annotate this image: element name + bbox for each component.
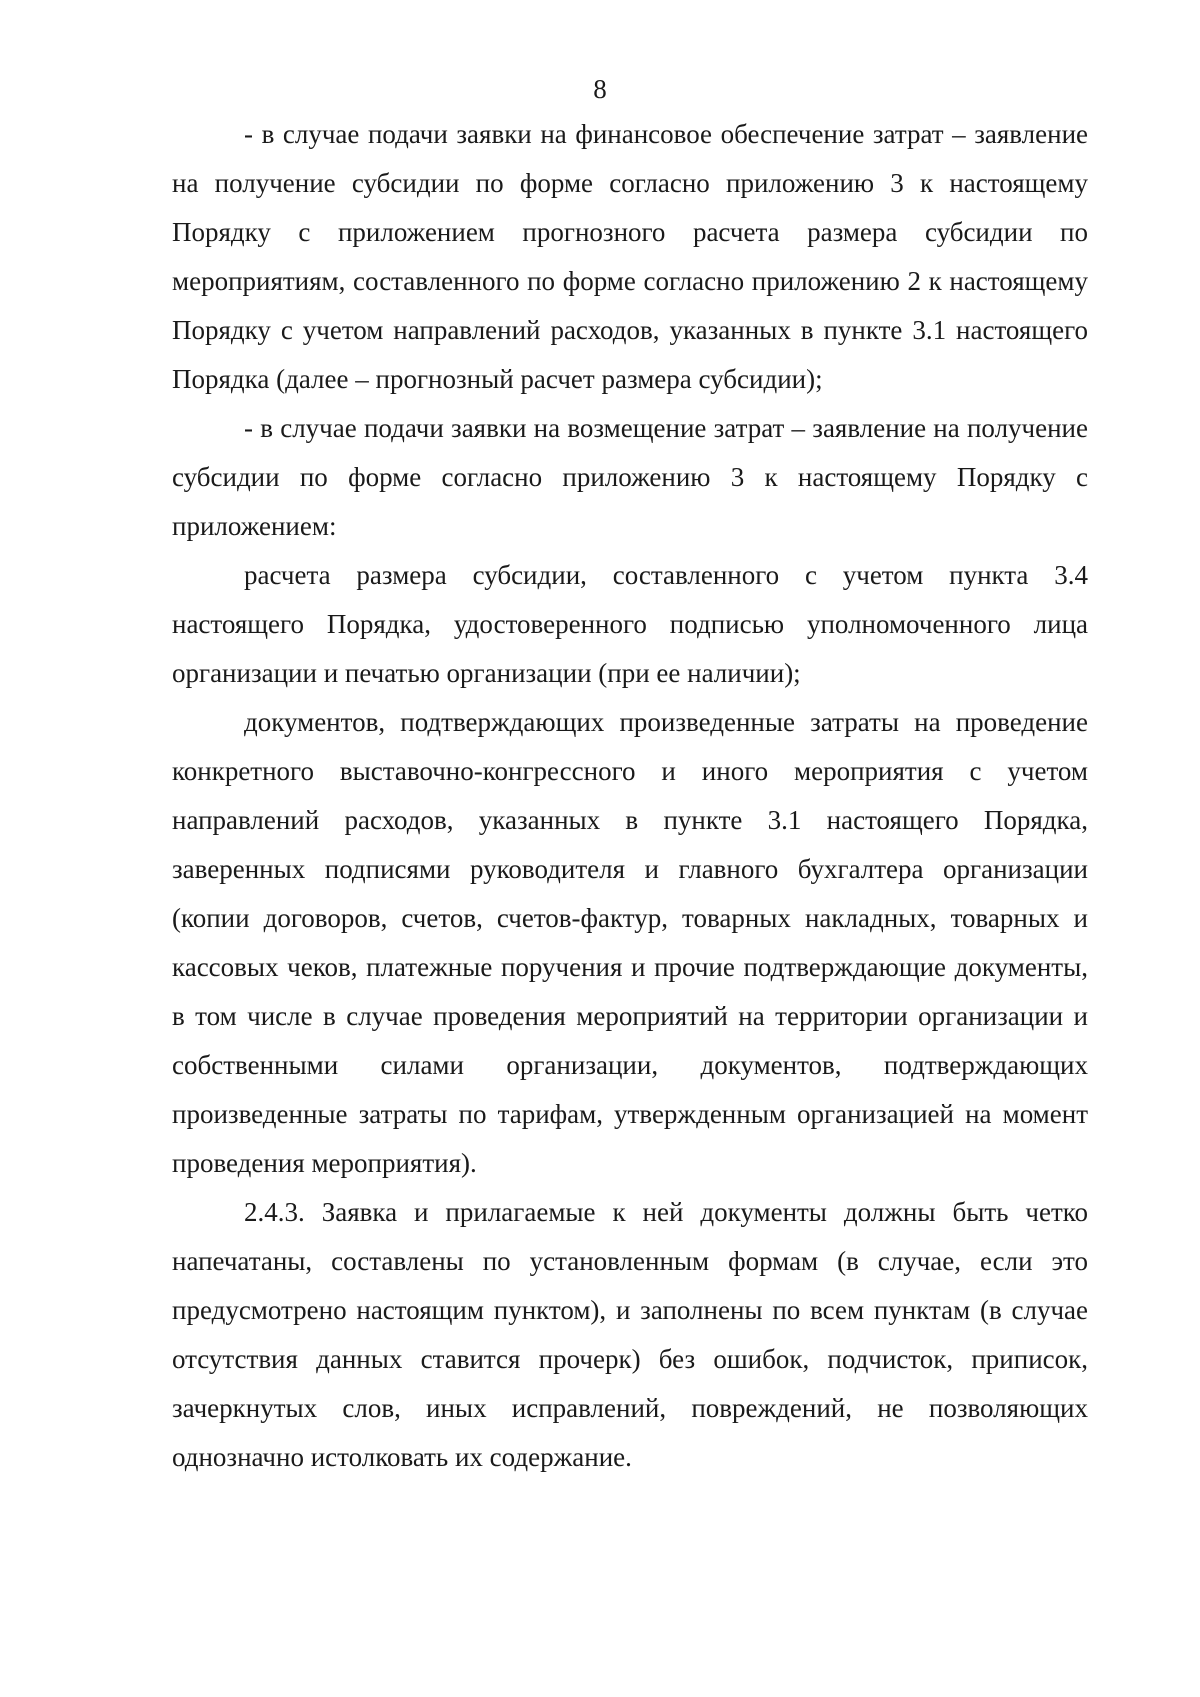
- paragraph-supporting-documents: документов, подтверждающих произведенные затраты на проведение конкретного выставочно-конгрессного и иного мероприятия с учетом направлений расходов, указанных в пункте 3.1 настоящего Порядка, заверенных подписями руководителя и главного бухгалтера организации (копии договоров, счетов, счетов-фактур, товарных накладных, товарных и кассовых чеков, платежные поручения и прочие подтверждающие документы, в том числе в случае проведения мероприятий на территории организации и собственными силами организации, документов, подтверждающих произведенные затраты по тарифам, утвержденным организацией на момент проведения мероприятия).: [172, 707, 1088, 1178]
- paragraph-financing-application: - в случае подачи заявки на финансовое обеспечение затрат – заявление на получение субсидии по форме согласно приложению 3 к настоящему Порядку с приложением прогнозного расчета размера субсидии по мероприятиям, составленного по форме согласно приложению 2 к настоящему Порядку с учетом направлений расходов, указанных в пункте 3.1 настоящего Порядка (далее – прогнозный расчет размера субсидии);: [172, 119, 1088, 394]
- page-number: 8: [593, 74, 607, 104]
- paragraph-clause-2-4-3: 2.4.3. Заявка и прилагаемые к ней документы должны быть четко напечатаны, составлены по установленным формам (в случае, если это предусмотрено настоящим пунктом), и заполнены по всем пунктам (в случае отсутствия данных ставится прочерк) без ошибок, подчисток, приписок, зачеркнутых слов, иных исправлений, повреждений, не позволяющих однозначно истолковать их содержание.: [172, 1197, 1088, 1472]
- document-body: [172, 110, 1088, 1482]
- paragraph-subsidy-calculation: расчета размера субсидии, составленного с учетом пункта 3.4 настоящего Порядка, удостоверенного подписью уполномоченного лица организации и печатью организации (при ее наличии);: [172, 560, 1088, 688]
- paragraph-reimbursement-application: - в случае подачи заявки на возмещение затрат – заявление на получение субсидии по форме согласно приложению 3 к настоящему Порядку с приложением:: [172, 413, 1088, 541]
